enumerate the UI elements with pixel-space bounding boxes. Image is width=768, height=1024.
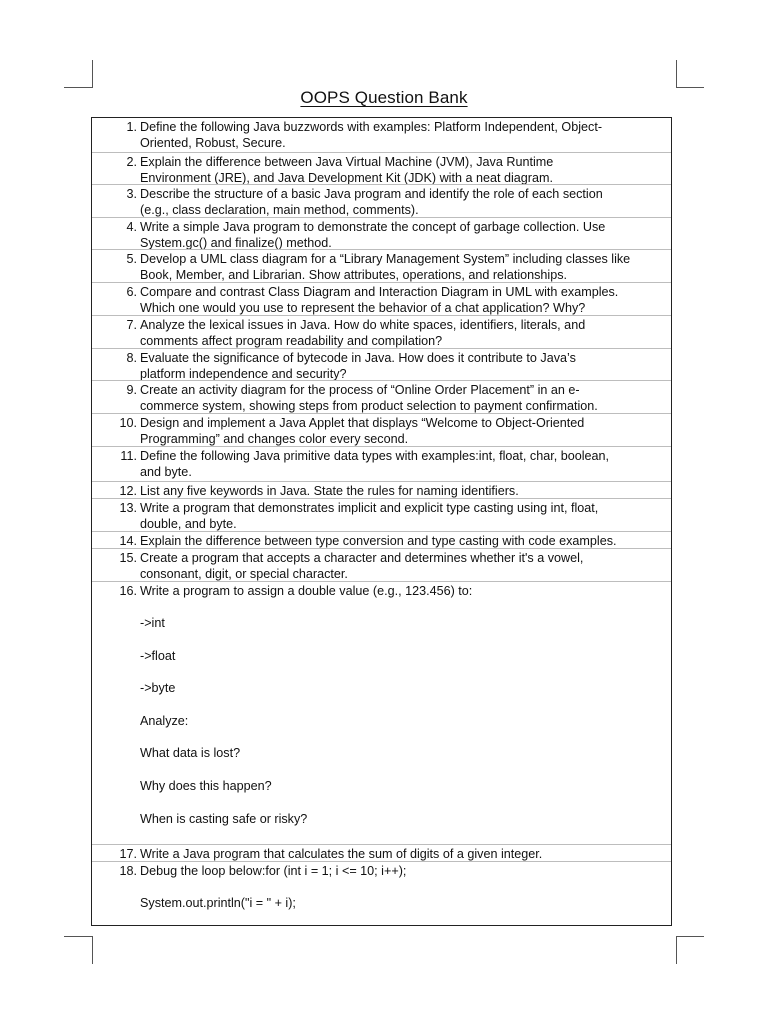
question-number: 6. — [126, 285, 137, 299]
question-number: 17. — [119, 847, 137, 861]
question-number: 16. — [119, 584, 137, 598]
question-row — [92, 217, 671, 249]
sub-line: System.out.println("i = " + i); — [140, 896, 296, 910]
question-row — [92, 531, 671, 548]
question-text: List any five keywords in Java. State the rules for naming identifiers. — [140, 484, 519, 498]
question-text: Write a program that demonstrates implicit and explicit type casting using int, float, double, and byte. — [140, 501, 599, 532]
question-row — [92, 446, 671, 481]
crop-mark — [676, 60, 677, 88]
question-row — [92, 380, 671, 413]
question-text: Develop a UML class diagram for a “Library Management System” including classes like Book, Member, and Librarian. Show attributes, operations, and relationships. — [140, 252, 631, 283]
question-text: Design and implement a Java Applet that displays “Welcome to Object-Oriented Programming” and changes color every second. — [140, 416, 585, 447]
question-row — [92, 481, 671, 498]
crop-mark — [676, 936, 677, 964]
question-number: 15. — [119, 551, 137, 565]
crop-mark — [676, 936, 704, 937]
question-number: 12. — [119, 484, 137, 498]
question-number: 4. — [126, 220, 137, 234]
sub-line: ->int — [140, 616, 165, 630]
question-number: 3. — [126, 187, 137, 201]
question-text: Explain the difference between Java Virtual Machine (JVM), Java Runtime Environment (JRE), and Java Development Kit (JDK) with a neat diagram. — [140, 155, 554, 186]
sub-line: ->byte — [140, 681, 176, 695]
question-number: 1. — [126, 120, 137, 134]
question-text: Write a Java program that calculates the sum of digits of a given integer. — [140, 847, 543, 861]
question-row — [92, 348, 671, 380]
question-number: 7. — [126, 318, 137, 332]
question-number: 5. — [126, 252, 137, 266]
crop-mark — [92, 936, 93, 964]
question-text: Write a simple Java program to demonstrate the concept of garbage collection. Use System.gc() and finalize() method. — [140, 220, 606, 251]
question-number: 2. — [126, 155, 137, 169]
question-row — [92, 249, 671, 282]
question-text: Define the following Java primitive data types with examples:int, float, char, boolean, and byte. — [140, 449, 610, 480]
question-text: Create an activity diagram for the process of “Online Order Placement” in an e- commerce system, showing steps from product selection to payment confirmation. — [140, 383, 598, 414]
question-number: 13. — [119, 501, 137, 515]
question-number: 8. — [126, 351, 137, 365]
sub-line: When is casting safe or risky? — [140, 812, 308, 826]
question-number: 11. — [120, 449, 137, 463]
question-row — [92, 152, 671, 184]
question-row — [92, 844, 671, 861]
question-row — [92, 861, 671, 925]
question-row — [92, 315, 671, 348]
question-number: 14. — [119, 534, 137, 548]
question-text: Explain the difference between type conversion and type casting with code examples. — [140, 534, 617, 548]
question-row — [92, 548, 671, 581]
question-row — [92, 282, 671, 315]
crop-mark — [64, 936, 92, 937]
question-text: Debug the loop below:for (int i = 1; i <= 10; i++); — [140, 864, 407, 878]
sub-line: Analyze: — [140, 714, 189, 728]
question-number: 9. — [126, 383, 137, 397]
question-text: Write a program to assign a double value (e.g., 123.456) to: — [140, 584, 473, 598]
question-table — [91, 117, 672, 926]
page-title: OOPS Question Bank — [300, 88, 468, 107]
crop-mark — [92, 60, 93, 88]
question-text: Evaluate the significance of bytecode in Java. How does it contribute to Java’s platform independence and security? — [140, 351, 576, 382]
question-text: Create a program that accepts a character and determines whether it's a vowel, consonant, digit, or special character. — [140, 551, 584, 582]
sub-line: ->float — [140, 649, 176, 663]
question-row — [92, 581, 671, 844]
question-text: Analyze the lexical issues in Java. How do white spaces, identifiers, literals, and comments affect program readability and compilation? — [140, 318, 586, 349]
question-number: 10. — [119, 416, 137, 430]
question-row — [92, 498, 671, 531]
question-row — [92, 413, 671, 446]
question-row — [92, 118, 671, 152]
question-number: 18. — [119, 864, 137, 878]
question-text: Define the following Java buzzwords with examples: Platform Independent, Object- Oriented, Robust, Secure. — [140, 120, 603, 151]
question-text: Compare and contrast Class Diagram and Interaction Diagram in UML with examples. Which one would you use to represent the behavior of a chat application? Why? — [140, 285, 619, 316]
question-row — [92, 184, 671, 217]
sub-line: Why does this happen? — [140, 779, 272, 793]
sub-line: What data is lost? — [140, 746, 241, 760]
question-text: Describe the structure of a basic Java program and identify the role of each section (e.g., class declaration, main method, comments). — [140, 187, 603, 218]
